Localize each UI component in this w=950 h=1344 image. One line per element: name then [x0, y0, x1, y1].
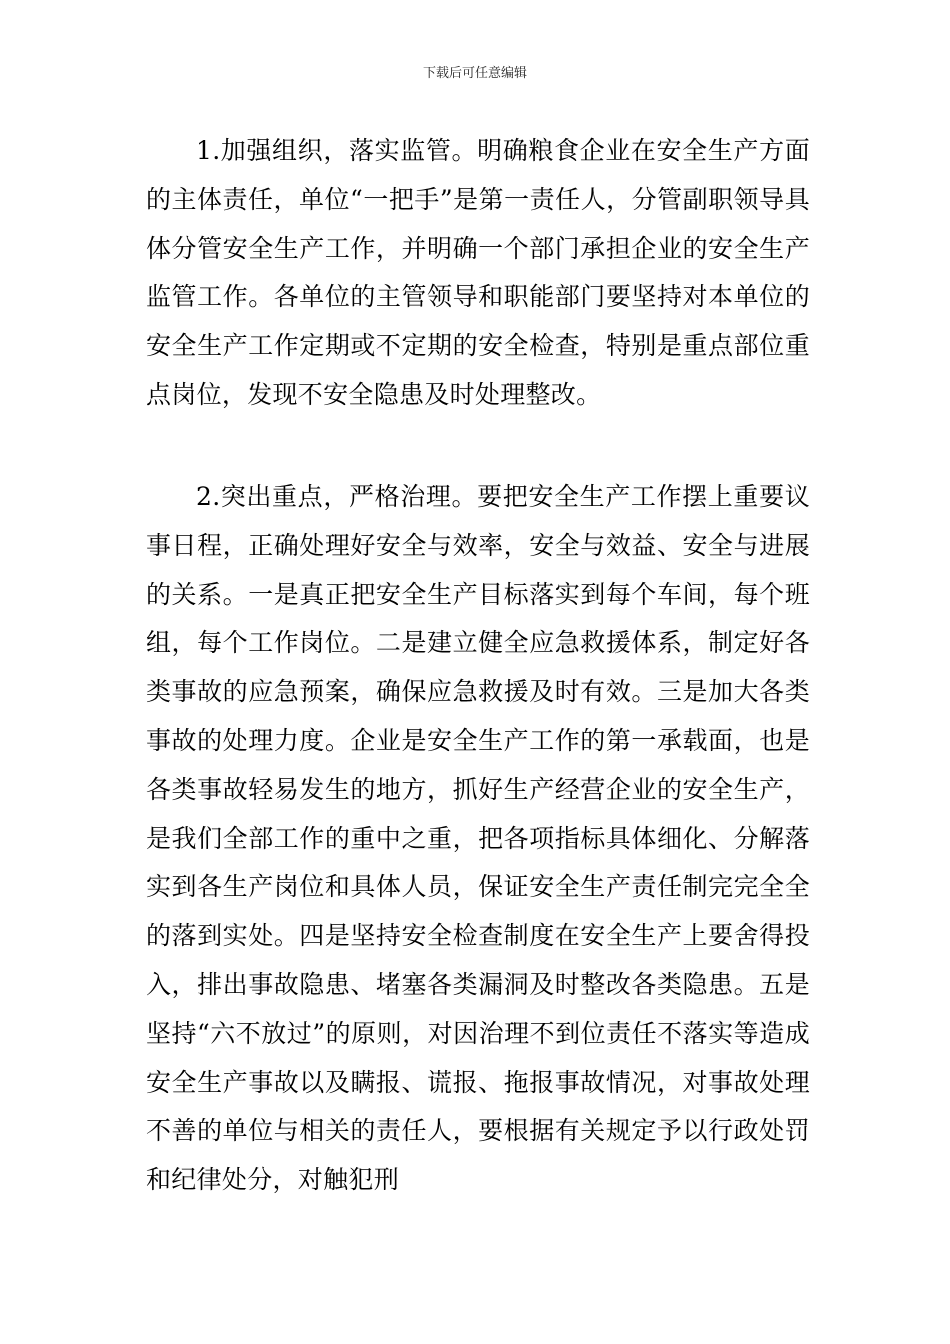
page-header: 下载后可任意编辑 [422, 66, 527, 81]
paragraph-2: 2.突出重点，严格治理。要把安全生产工作摆上重要议事日程，正确处理好安全与效率，安全与效益、安全与进展的关系。一是真正把安全生产目标落实到每个车间，每个班组，每个工作岗位。二是建立健全应急救援体系，制定好各类事故的应急预案，确保应急救援及时有效。三是加大各类事故的处理力度。企业是安全生产工作的第一承载面，也是各类事故轻易发生的地方，抓好生产经营企业的安全生产，是我们全部工作的重中之重，把各项指标具体细化、分解落实到各生产岗位和具体人员，保证安全生产责任制完完全全的落到实处。四是坚持安全检查制度在安全生产上要舍得投入，排出事故隐患、堵塞各类漏洞及时整改各类隐患。五是坚持“六不放过”的原则，对因治理不到位责任不落实等造成安全生产事故以及瞒报、谎报、拖报事故情况，对事故处理不善的单位与相关的责任人，要根据有关规定予以行政处罚和纪律处分，对触犯刑 [146, 482, 810, 1195]
paragraph-1: 1.加强组织，落实监管。明确粮食企业在安全生产方面的主体责任，单位“一把手”是第一责任人，分管副职领导具体分管安全生产工作，并明确一个部门承担企业的安全生产监管工作。各单位的主管领导和职能部门要坚持对本单位的安全生产工作定期或不定期的安全检查，特别是重点部位重点岗位，发现不安全隐患及时处理整改。 [146, 136, 810, 409]
paragraph-2-block [146, 473, 810, 1205]
paragraph-1-block [146, 127, 810, 420]
